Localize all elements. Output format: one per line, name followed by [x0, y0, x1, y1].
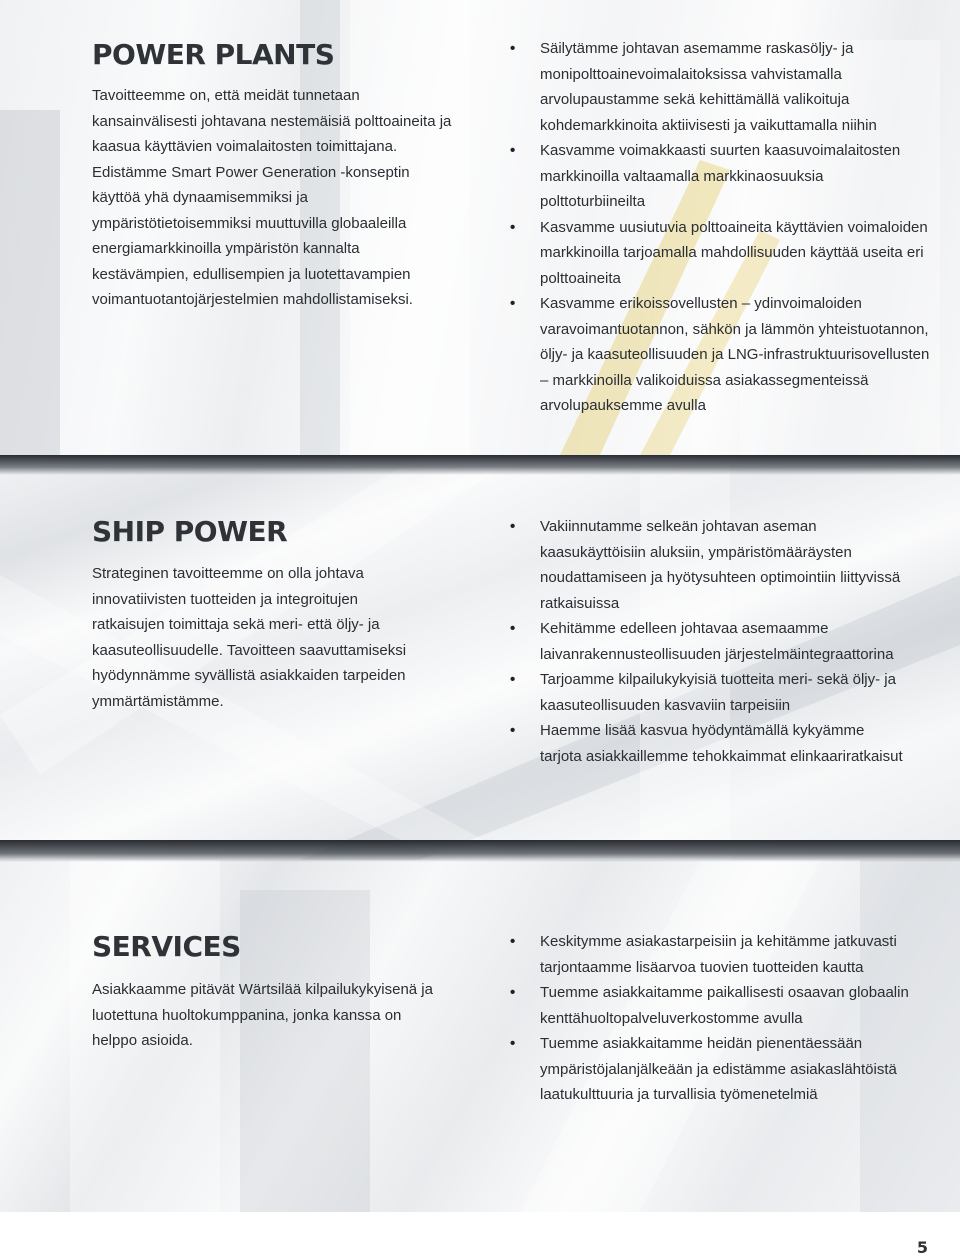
section-intro: Asiakkaamme pitävät Wärtsilää kilpailukykyisenä ja luotettuna huoltokumppanina, jonka kanssa on helppo asioida.	[92, 981, 433, 1049]
bullet-item: • Tuemme asiakkaitamme paikallisesti osaavan globaalin kenttähuoltopalveluverkostomme avulla	[510, 980, 910, 1031]
bullet-item: • Säilytämme johtavan asemamme raskasöljy- ja monipolttoainevoimalaitoksissa vahvistamalla arvolupaustamme sekä kehittämällä valikoituja kohdemarkkinoita aktiivisesti ja vaikuttamalla niihin	[510, 36, 930, 138]
bullet-list	[510, 36, 930, 419]
section-divider	[0, 840, 960, 862]
bullet-item: • Vakiinnutamme selkeän johtavan aseman kaasukäyttöisiin aluksiin, ympäristömääräysten noudattamiseen ja hyötysuhteen optimointiin liittyvissä ratkaisuissa	[510, 514, 905, 616]
bullet-item: • Keskitymme asiakastarpeisiin ja kehitämme jatkuvasti tarjontaamme lisäarvoa tuovien tuotteiden kautta	[510, 929, 910, 980]
bullet-item: • Haemme lisää kasvua hyödyntämällä kykyämme tarjota asiakkaillemme tehokkaimmat elinkaariratkaisut	[510, 718, 905, 769]
bullet-item: • Kasvamme uusiutuvia polttoaineita käyttävien voimaloiden markkinoilla tarjoamalla mahdollisuuden käyttää useita eri polttoaineita	[510, 215, 930, 292]
bullet-item: • Tuemme asiakkaitamme heidän pienentäessään ympäristöjalanjälkeään ja edistämme asiakaslähtöistä laatukulttuuria ja turvallisia työmenetelmiä	[510, 1031, 910, 1108]
bullet-list	[510, 514, 905, 769]
section-intro: Tavoitteemme on, että meidät tunnetaan kansainvälisesti johtavana nestemäisiä polttoaineita ja kaasua käyttävien voimalaitosten toimittajana. Edistämme Smart Power Generation -konseptin käyttöä yhä dynaamisemmiksi ja ympäristötietoisemmiksi muuttuvilla globaaleilla energiamarkkinoilla ympäristön kannalta kestävämpien, edullisempien ja luotettavampien voimantuotantojärjestelmien mahdollistamiseksi.	[92, 87, 452, 308]
page-number: 5	[916, 1238, 928, 1257]
bullet-item: • Kehitämme edelleen johtavaa asemaamme laivanrakennusteollisuuden järjestelmäintegraattorina	[510, 616, 905, 667]
section-heading: SHIP POWER	[92, 515, 288, 548]
section-divider	[0, 455, 960, 475]
section-heading: SERVICES	[92, 930, 241, 963]
bullet-list	[510, 929, 910, 1108]
bullet-item: • Kasvamme erikoissovellusten – ydinvoimaloiden varavoimantuotannon, sähkön ja lämmön yhteistuotannon, öljy- ja kaasuteollisuuden ja LNG-infrastruktuurisovellusten – markkinoilla valikoiduissa asiakassegmenteissä arvolupauksemme avulla	[510, 291, 930, 419]
section-heading: POWER PLANTS	[92, 38, 335, 71]
bullet-item: • Kasvamme voimakkaasti suurten kaasuvoimalaitosten markkinoilla valtaamalla markkinaosuuksia polttoturbiineilta	[510, 138, 930, 215]
section-intro: Strateginen tavoitteemme on olla johtava innovatiivisten tuotteiden ja integroitujen ratkaisujen toimittaja sekä meri- että öljy- ja kaasuteollisuudelle. Tavoitteen saavuttamiseksi hyödynnämme syvällistä asiakkaiden tarpeiden ymmärtämistämme.	[92, 565, 407, 710]
bullet-item: • Tarjoamme kilpailukykyisiä tuotteita meri- sekä öljy- ja kaasuteollisuuden kasvaviin tarpeisiin	[510, 667, 905, 718]
